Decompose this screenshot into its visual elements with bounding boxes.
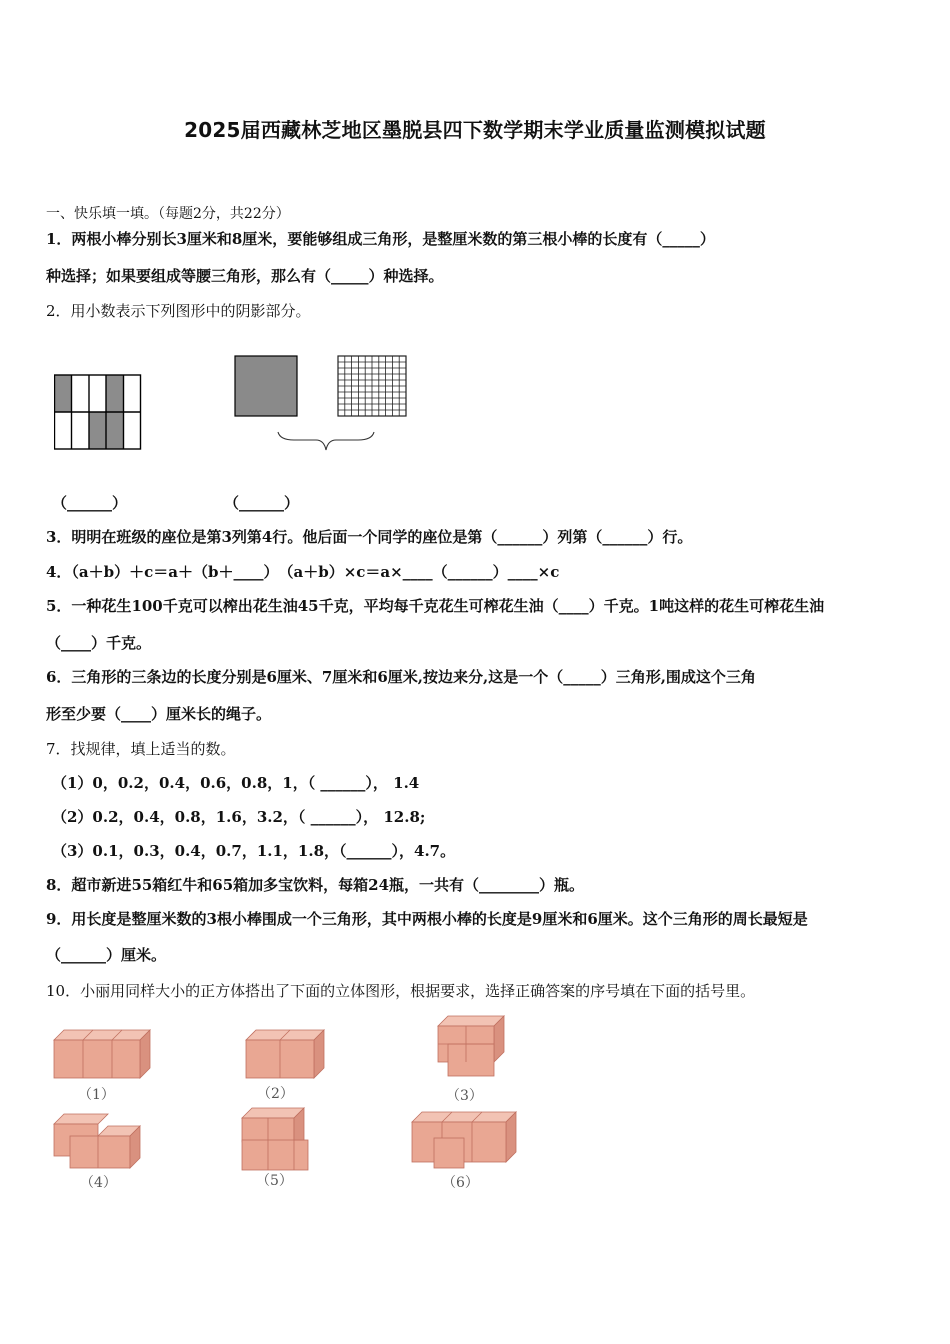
shape-label-3: （3） xyxy=(446,1088,483,1104)
question-4: 4．（a＋b）＋c＝a＋（b＋____） （a＋b）×c＝a×____（______）____×c xyxy=(46,563,560,581)
page-title: 2025届西藏林芝地区墨脱县四下数学期末学业质量监测模拟试题 xyxy=(184,118,766,142)
question-2: 2．用小数表示下列图形中的阴影部分。 xyxy=(46,302,311,320)
shape-label-4: （4） xyxy=(80,1175,117,1191)
hundred-grid xyxy=(338,356,406,416)
shaded-cell xyxy=(55,375,72,412)
section-heading: 一、快乐填一填。（每题2分，共22分） xyxy=(46,206,290,222)
brace xyxy=(278,432,374,450)
question-7-part-3: （3）0.1，0.3，0.4，0.7，1.1，1.8，（______），4.7。 xyxy=(52,842,456,860)
shaded-cell xyxy=(106,375,123,412)
cube-shape-4 xyxy=(50,1112,142,1170)
question-7-part-2: （2）0.2，0.4，0.8，1.6，3.2，（ ______）， 12.8; xyxy=(52,808,426,826)
cube-shape-5 xyxy=(238,1104,314,1172)
cube-shape-1 xyxy=(50,1024,154,1080)
shaded-square xyxy=(235,356,297,416)
shape-label-5: （5） xyxy=(256,1173,293,1189)
question-1-line-2: 种选择；如果要组成等腰三角形，那么有（_____）种选择。 xyxy=(46,267,444,285)
square-and-hundred-grid-figure xyxy=(234,354,410,454)
question-3: 3．明明在班级的座位是第3列第4行。他后面一个同学的座位是第（______）列第（______）行。 xyxy=(46,528,693,546)
question-7-part-1: （1）0，0.2，0.4，0.6，0.8，1，（ ______）， 1.4 xyxy=(52,774,420,792)
shape-label-2: （2） xyxy=(257,1086,294,1102)
answer-blank-right[interactable]: （______） xyxy=(224,494,300,512)
question-5-line-1: 5．一种花生100千克可以榨出花生油45千克，平均每千克花生可榨花生油（____）千克。1吨这样的花生可榨花生油 xyxy=(46,597,825,615)
shape-label-1: （1） xyxy=(78,1087,115,1103)
shaded-grid-figure xyxy=(54,374,142,450)
question-5-line-2: （____）千克。 xyxy=(46,634,152,652)
question-1-line-1: 1．两根小棒分别长3厘米和8厘米，要能够组成三角形，是整厘米数的第三根小棒的长度有（_____） xyxy=(46,230,715,248)
question-10: 10．小丽用同样大小的正方体搭出了下面的立体图形，根据要求，选择正确答案的序号填在下面的括号里。 xyxy=(46,982,756,1000)
shaded-cell xyxy=(89,412,106,449)
question-9-line-2: （______）厘米。 xyxy=(46,946,167,964)
answer-blank-left[interactable]: （______） xyxy=(52,494,128,512)
question-9-line-1: 9．用长度是整厘米数的3根小棒围成一个三角形，其中两根小棒的长度是9厘米和6厘米。这个三角形的周长最短是 xyxy=(46,910,808,928)
question-6-line-1: 6．三角形的三条边的长度分别是6厘米、7厘米和6厘米,按边来分,这是一个（_____）三角形,围成这个三角 xyxy=(46,668,756,686)
question-6-line-2: 形至少要（____）厘米长的绳子。 xyxy=(46,705,272,723)
cube-shape-2 xyxy=(242,1024,328,1080)
question-7: 7．找规律，填上适当的数。 xyxy=(46,740,236,758)
question-8: 8．超市新进55箱红牛和65箱加多宝饮料，每箱24瓶，一共有（________）瓶。 xyxy=(46,876,585,894)
cube-shape-3 xyxy=(434,1012,508,1080)
shape-label-6: （6） xyxy=(442,1175,479,1191)
cube-shape-6 xyxy=(408,1108,520,1170)
shaded-cell xyxy=(106,412,123,449)
